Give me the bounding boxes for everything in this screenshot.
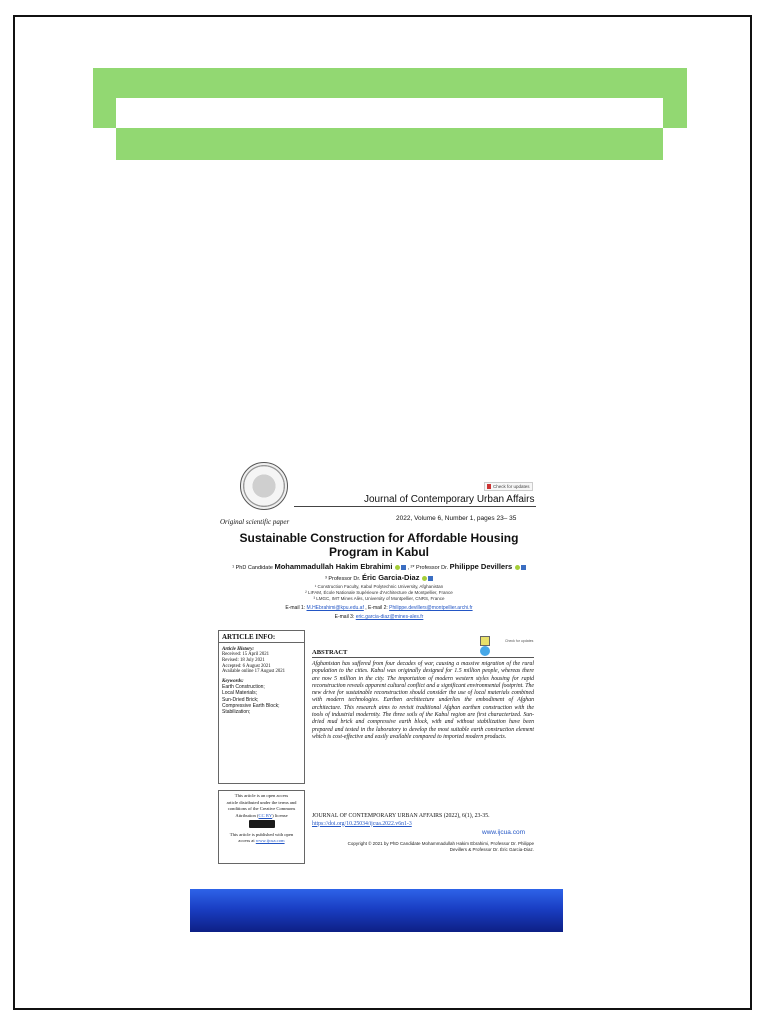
history-item: Available online 17 August 2021 [222, 669, 286, 675]
keyword-item: Local Materials; [222, 690, 258, 697]
cc-by-license-icon [249, 820, 275, 828]
copyright-notice: Copyright © 2021 by PhD Candidate Mohammadullah Hakim Ebrahimi, Professor Dr. Philippe Devillers & Professor Dr. Éric Garcia-Diaz. [347, 841, 534, 852]
header-rule [294, 506, 536, 507]
orcid-icon[interactable] [515, 565, 520, 570]
orcid-icon[interactable] [395, 565, 400, 570]
keyword-item: Sun-Dried Brick; [222, 696, 259, 703]
article-info-heading: ARTICLE INFO: [219, 631, 304, 643]
open-access-box: This article is an open access article distributed under the terms and conditions of the Creative Commons Attribution (CC BY) license This article is published with open access at www.ijcua.com [218, 790, 305, 864]
paper-title: Sustainable Construction for Affordable Housing Program in Kabul [239, 531, 519, 559]
id-icon[interactable] [401, 565, 406, 570]
website-link[interactable]: www.ijcua.com [482, 829, 525, 836]
abstract-heading: ABSTRACT [312, 649, 348, 656]
affiliation-2: ² LIFAM, École Nationale Supérieure d'Architecture de Montpellier, France [305, 589, 453, 595]
affiliation-1: ¹ Construction Faculty, Kabul Polytechnic University, Afghanistan [314, 584, 444, 589]
article-history-label: Article History: [222, 647, 255, 652]
bookmark-icon [487, 484, 491, 489]
email-1-link[interactable]: M.HEbrahimi@kpu.edu.af [306, 605, 364, 611]
affiliation-3: ³ LMGC, IMT Mines Alès, University of Montpellier, CNRS, France [313, 595, 445, 601]
green-banner-right-edge [663, 98, 687, 128]
green-banner-bottom [116, 128, 663, 160]
id-icon[interactable] [521, 565, 526, 570]
abstract-badges: Check for updates [480, 636, 540, 656]
author-1: Mohammadullah Hakim Ebrahimi [274, 562, 393, 571]
orcid-icon[interactable] [422, 576, 427, 581]
citation-block [312, 813, 534, 828]
abstract-rule [312, 657, 534, 658]
email-list: E-mail 1: M.HEbrahimi@kpu.edu.af , E-mail 2: Philippe.devillers@montpellier.archi.fr E-mail 3: eric.garcia-diaz@mines-ales.fr [285, 605, 473, 620]
journal-logo-icon [240, 462, 288, 510]
author-2: Philippe Devillers [449, 562, 513, 571]
crossmark-icon[interactable] [480, 636, 490, 646]
doi-link[interactable]: https://doi.org/10.25034/ijcua.2022.v6n1-3 [312, 820, 412, 827]
blue-footer-bar [190, 889, 563, 932]
article-info-box [218, 630, 305, 784]
abstract-text: Afghanistan has suffered from four decades of war, causing a massive migration of the rural population to the cities. Kabul was originally designed for 1.5 million people, whereas there are now 5 million in the city. The importation of modern western styles housing for rapid reconstruction reveals apparent cultural conflict and a significant environmental footprint. The new drive for sustainable reconstruction should consider the use of local materials combined with modern technologies. Earthen architecture underlies the embodiment of Afghan architecture. This research aims to revisit traditional Afghan earthen construction with the tools of industrial modernity. The three soils of the Kabul region are first characterized. Sun-dried mud brick and compressive earth block, with and without stabilization have been prepared and tested in the laboratory to develop the most suitable earth construction element which is cost-effective and easily available compared to imported modern products. [312, 661, 534, 740]
email-2-link[interactable]: Philippe.devillers@montpellier.archi.fr [389, 605, 473, 611]
author-3: Éric Garcia-Diaz [361, 573, 420, 582]
history-item: Revised: 18 July 2021 [222, 657, 265, 663]
keyword-item: Compressive Earth Block; [222, 702, 280, 709]
author-list: ¹ PhD Candidate Mohammadullah Hakim Ebrahimi , ²* Professor Dr. Philippe Devillers ³ Professor Dr. Éric Garcia-Diaz [226, 562, 532, 584]
keyword-item: Stabilization; [222, 709, 251, 715]
citation-text: JOURNAL OF CONTEMPORARY URBAN AFFAIRS (2022), 6(1), 23-35. [312, 813, 490, 819]
email-3-link[interactable]: eric.garcia-diaz@mines-ales.fr [355, 614, 424, 620]
affiliations [226, 584, 532, 601]
journal-site-link[interactable]: www.ijcua.com [255, 838, 285, 843]
article-type: Original scientific paper [220, 518, 290, 526]
green-banner-inner-blank [116, 98, 663, 128]
check-for-updates-badge[interactable]: Check for updates [484, 482, 533, 491]
journal-name: Journal of Contemporary Urban Affairs [364, 494, 535, 505]
check-circle-icon[interactable] [480, 646, 490, 656]
green-banner-top [93, 68, 687, 98]
keyword-item: Earth Construction; [222, 684, 265, 691]
history-item: Received: 15 April 2021 [222, 652, 270, 657]
keywords-label: Keywords: [222, 679, 244, 685]
green-banner-left-edge [93, 98, 116, 128]
paper-first-page [218, 458, 540, 868]
id-icon[interactable] [428, 576, 433, 581]
history-item: Accepted: 6 August 2021 [222, 663, 271, 669]
cc-by-link[interactable]: CC BY [258, 812, 273, 818]
issue-info: 2022, Volume 6, Number 1, pages 23– 35 [396, 515, 517, 522]
